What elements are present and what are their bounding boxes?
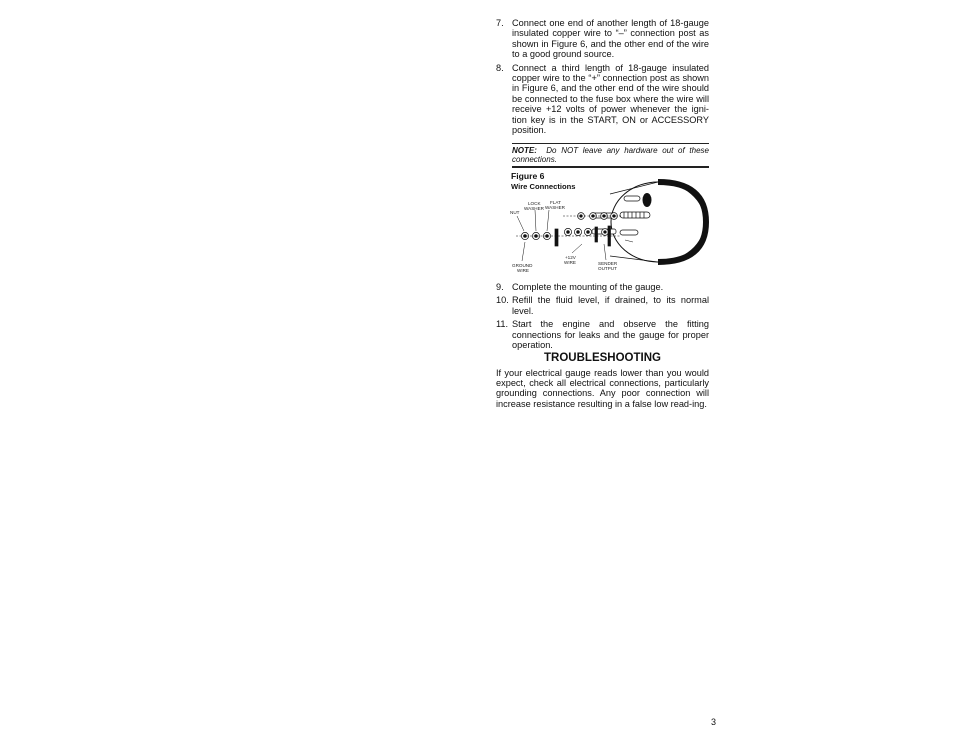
label-ground-wire-1: GROUND xyxy=(512,263,533,268)
label-12v-wire-1: +12V xyxy=(565,255,576,260)
step-text: Start the engine and observe the fitting connections for leaks and the gauge for proper operation. xyxy=(512,319,709,351)
label-lock-washer-1: LOCK xyxy=(528,201,541,206)
wire-connections-diagram xyxy=(508,178,714,274)
label-flat-washer-2: WASHER xyxy=(545,205,565,210)
label-flat-washer-1: FLAT xyxy=(550,200,561,205)
step-number: 7. xyxy=(496,18,504,28)
page-number: 3 xyxy=(711,717,717,727)
step-9 xyxy=(496,282,709,292)
step-11 xyxy=(496,319,709,350)
note-box xyxy=(512,143,709,168)
step-10 xyxy=(496,295,709,316)
label-sender-output-1: SENDER xyxy=(598,261,618,266)
troubleshooting-text: If your electrical gauge reads lower than you would expect, check all electrical connections, particularly grounding connections. Any poor connection will increase resistance resulting in a false low read-ing. xyxy=(496,368,709,409)
step-text: Refill the fluid level, if drained, to its normal level. xyxy=(512,295,709,316)
label-lock-washer-2: WASHER xyxy=(524,206,544,211)
note-label: NOTE: xyxy=(512,146,537,156)
step-text: Connect one end of another length of 18-gauge insulated copper wire to “–” connection post as shown in Figure 6, and the other end of the wire to a good ground source. xyxy=(512,18,709,60)
label-sender-output-2: OUTPUT xyxy=(598,266,617,271)
instructions-continued xyxy=(496,282,709,353)
troubleshooting-heading: TROUBLESHOOTING xyxy=(544,352,661,364)
gauge-body xyxy=(610,182,706,262)
step-text: Connect a third length of 18-gauge insulated copper wire to the “+” connection post as shown in Figure 6, and the other end of the wire should be connected to the fuse box where the wire will receive +12 volts of power whenever the igni-tion key is in the START, ON or ACCESSORY position. xyxy=(512,62,709,136)
step-number: 9. xyxy=(496,282,504,292)
figure-title: Figure 6 xyxy=(511,171,545,182)
label-ground-wire-2: WIRE xyxy=(517,268,529,273)
step-8 xyxy=(496,63,709,136)
instructions-column xyxy=(496,18,709,191)
step-7 xyxy=(496,18,709,60)
step-number: 10. xyxy=(496,295,509,306)
step-number: 8. xyxy=(496,62,504,73)
label-nut: NUT xyxy=(510,210,520,215)
step-text: Complete the mounting of the gauge. xyxy=(512,282,664,292)
note-text: Do NOT leave any hardware out of these connections. xyxy=(512,146,709,165)
label-12v-wire-2: WIRE xyxy=(564,260,576,265)
step-number: 11. xyxy=(496,319,509,330)
figure-subtitle: Wire Connections xyxy=(511,181,576,191)
